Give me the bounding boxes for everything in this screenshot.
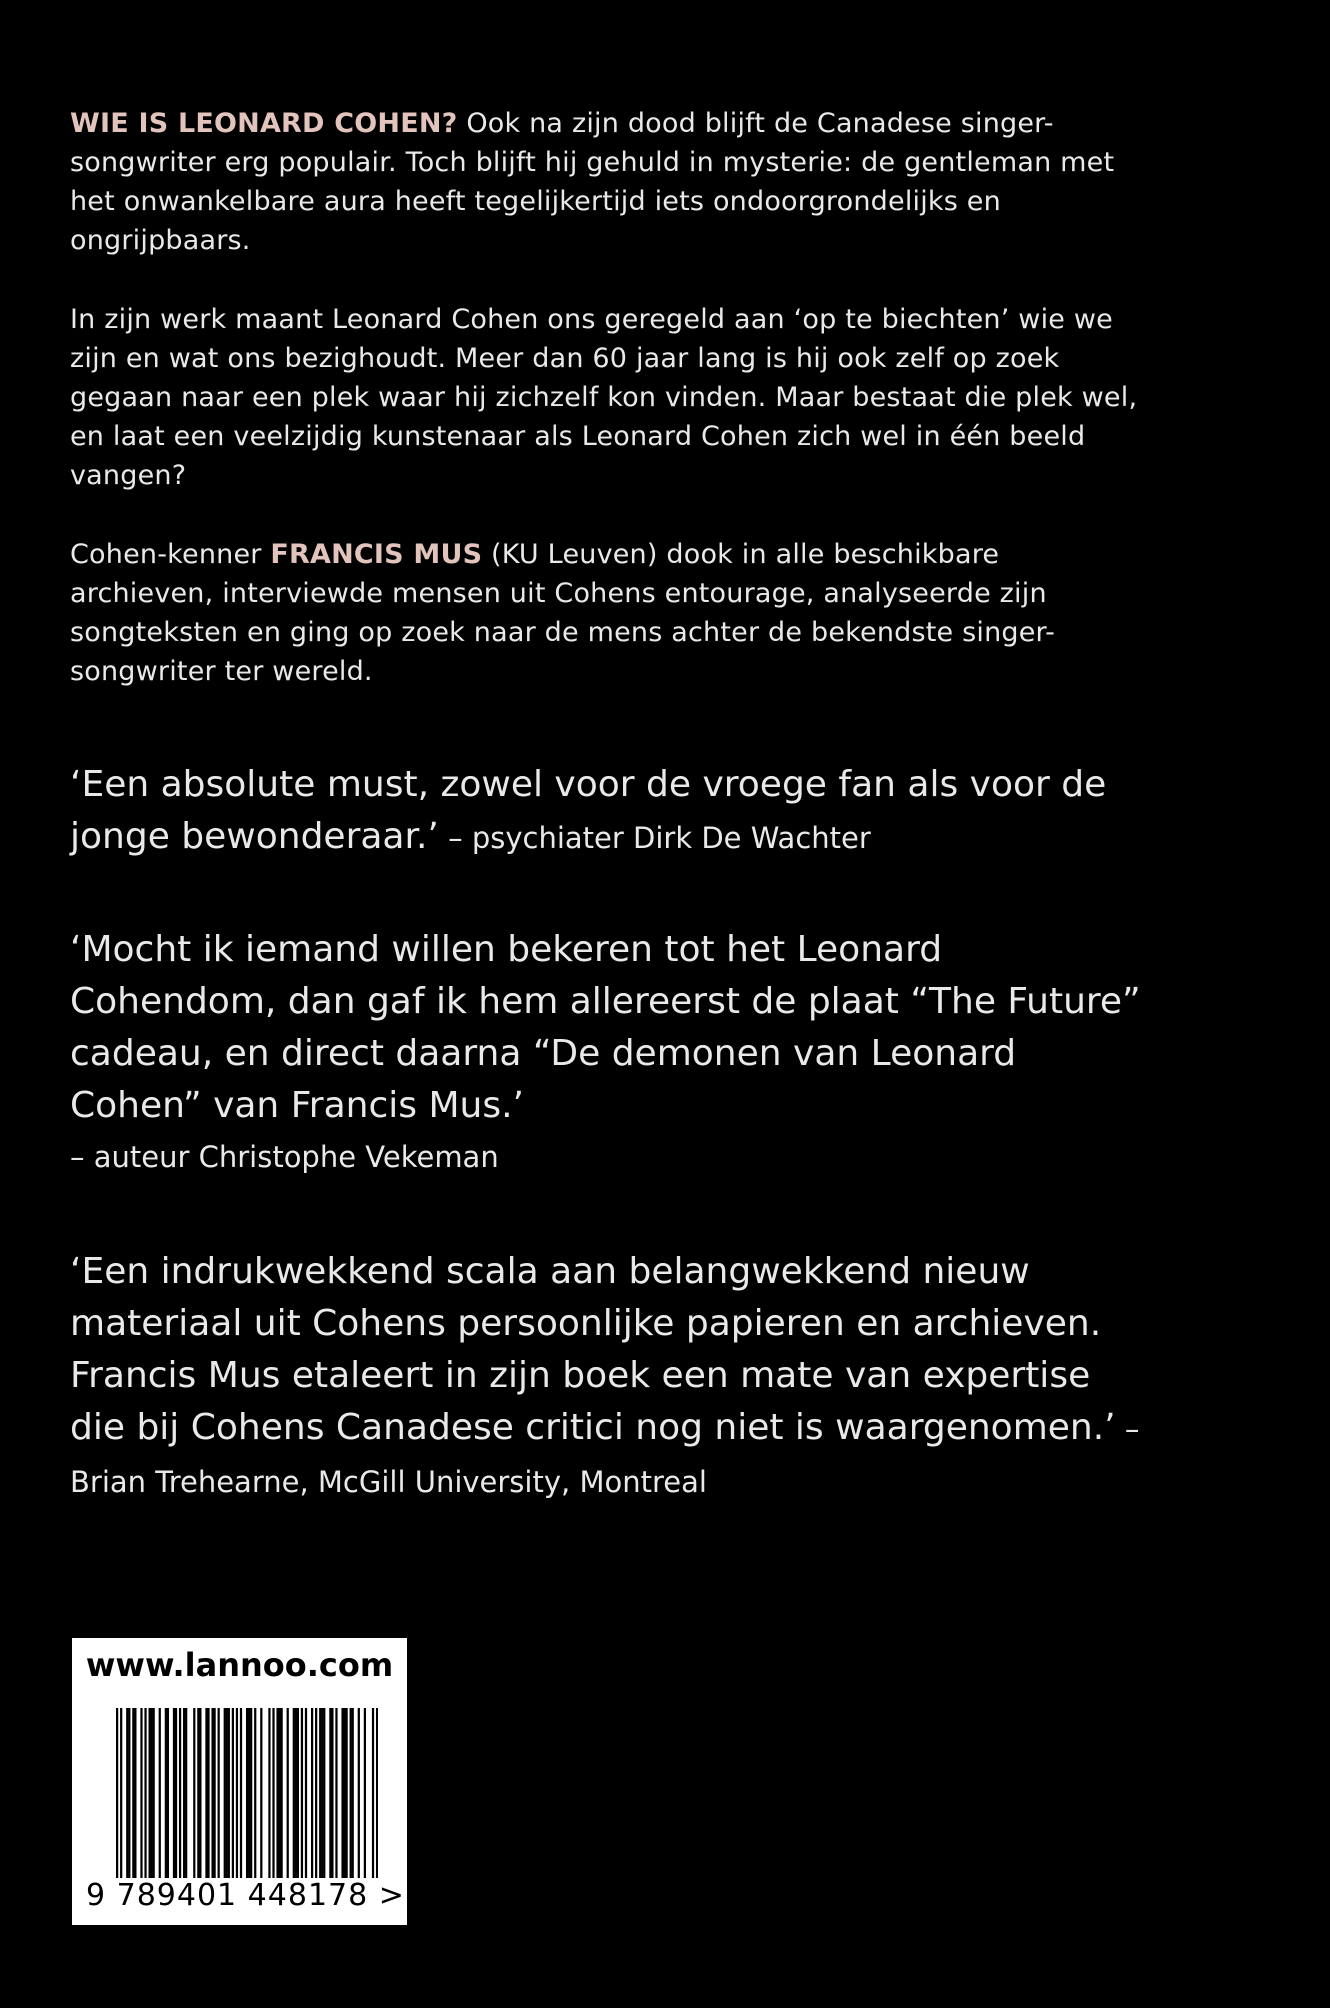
barcode-bar (240, 1708, 242, 1878)
barcode-bar (323, 1708, 325, 1878)
barcode-bar (346, 1708, 348, 1878)
barcode-bar (246, 1708, 248, 1878)
barcode-bar (281, 1708, 283, 1878)
book-description (70, 104, 1150, 691)
barcode-bar (159, 1708, 161, 1878)
barcode-bar (179, 1708, 181, 1878)
barcode-bars (116, 1708, 378, 1888)
barcode-bar (173, 1708, 175, 1878)
quote-text: ‘Een absolute must, zowel voor de vroege fan als voor de jonge bewonderaar.’ (70, 764, 1107, 857)
barcode-bar (315, 1708, 317, 1878)
isbn-number: 9 789401 448178 > (86, 1878, 405, 1913)
barcode-bar (335, 1708, 337, 1878)
quote-text: ‘Mocht ik iemand willen bekeren tot het Leonard Cohendom, dan gaf ik hem allereerst de plaat “The Future” cadeau, en direct daarna “De demonen van Leonard Cohen” van Francis Mus.’ (70, 929, 1141, 1126)
intro-paragraph-3-after: (KU Leuven) dook in alle beschikbare archieven, interviewde mensen uit Cohens entourage, analyseerde zijn songteksten en ging op zoek naar de mens achter de bekendste singer-songwriter ter wereld. (70, 539, 1056, 687)
barcode-bar (218, 1708, 220, 1878)
intro-paragraph-1 (70, 104, 1150, 260)
quote-attribution: – psychiater Dirk De Wachter (438, 821, 871, 855)
quote-attribution: – auteur Christophe Vekeman (70, 1140, 499, 1174)
barcode-bar (224, 1708, 226, 1878)
barcode-bar (372, 1708, 374, 1878)
barcode-bar (341, 1708, 343, 1878)
barcode-bar (352, 1708, 354, 1878)
barcode-bar (232, 1708, 234, 1878)
barcode-bar (272, 1708, 274, 1878)
barcode-bar (350, 1708, 352, 1878)
barcode-bar (358, 1708, 360, 1878)
headline-question: WIE IS LEONARD COHEN? (70, 108, 458, 139)
barcode-bar (236, 1708, 238, 1878)
barcode-bar (134, 1708, 136, 1878)
barcode-bar (126, 1708, 128, 1878)
barcode-bar (376, 1708, 378, 1878)
barcode-bar (268, 1708, 270, 1878)
barcode-bar (197, 1708, 199, 1878)
barcode-bar (149, 1708, 151, 1878)
barcode-bar (165, 1708, 167, 1878)
barcode-bar (278, 1708, 280, 1878)
barcode-bar (144, 1708, 146, 1878)
barcode-bar (293, 1708, 295, 1878)
barcode-bar (211, 1708, 213, 1878)
barcode-bar (175, 1708, 177, 1878)
barcode-bar (248, 1708, 250, 1878)
barcode-bar (167, 1708, 169, 1878)
barcode-bar (193, 1708, 195, 1878)
barcode-bar (311, 1708, 313, 1878)
barcode-bar (213, 1708, 215, 1878)
barcode-bar (305, 1708, 307, 1878)
barcode-bar (364, 1708, 366, 1878)
barcode-bar (295, 1708, 297, 1878)
intro-paragraph-2: In zijn werk maant Leonard Cohen ons geregeld aan ‘op te biechten’ wie we zijn en wat ons bezighoudt. Meer dan 60 jaar lang is hij ook zelf op zoek gegaan naar een plek waar hij zichzelf kon vinden. Maar bestaat die plek wel, en laat een veelzijdig kunstenaar als Leonard Cohen zich wel in één beeld vangen? (70, 304, 1138, 491)
intro-paragraph-1-text: Ook na zijn dood blijft de Canadese singer-songwriter erg populair. Toch blijft hij gehuld in mysterie: de gentleman met het onwankelbare aura heeft tegelijkertijd iets ondoorgrondelijks en ongrijpbaars. (70, 108, 1115, 256)
barcode-bar (205, 1708, 207, 1878)
barcode-bar (297, 1708, 299, 1878)
barcode-bar (120, 1708, 122, 1878)
publisher-website: www.lannoo.com (85, 1646, 394, 1684)
barcode-bar (287, 1708, 289, 1878)
barcode-bar (329, 1708, 331, 1878)
back-cover-text (70, 104, 1150, 1508)
review-quote (70, 1246, 1150, 1508)
barcode-bar (207, 1708, 209, 1878)
intro-paragraph-3 (70, 535, 1150, 691)
review-quotes (70, 759, 1150, 1508)
barcode-bar (226, 1708, 228, 1878)
barcode-bar (199, 1708, 201, 1878)
barcode-bar (153, 1708, 155, 1878)
barcode-bar (128, 1708, 130, 1878)
author-name: FRANCIS MUS (270, 539, 483, 570)
review-quote (70, 759, 1150, 864)
barcode-bar (319, 1708, 321, 1878)
barcode-bar (254, 1708, 256, 1878)
barcode-bar (276, 1708, 278, 1878)
barcode-bar (185, 1708, 187, 1878)
barcode-bar (260, 1708, 262, 1878)
barcode-bar (250, 1708, 252, 1878)
quote-text: ‘Een indrukwekkend scala aan belangwekkend nieuw materiaal uit Cohens persoonlijke papieren en archieven. Francis Mus etaleert in zijn boek een mate van expertise die bij Cohens Canadese critici nog niet is waargenomen.’ (70, 1251, 1116, 1448)
barcode-bar (343, 1708, 345, 1878)
review-quote (70, 924, 1150, 1180)
barcode-bar (331, 1708, 333, 1878)
barcode-bar (183, 1708, 185, 1878)
barcode-bar (321, 1708, 323, 1878)
barcode-bar (116, 1708, 118, 1878)
barcode-bar (140, 1708, 142, 1878)
barcode-bar (301, 1708, 303, 1878)
intro-paragraph-3-before: Cohen-kenner (70, 539, 271, 570)
barcode-bar (132, 1708, 134, 1878)
barcode-bar (228, 1708, 230, 1878)
barcode-bar (151, 1708, 153, 1878)
barcode-label (72, 1638, 407, 1925)
quote-attribution: – Brian Trehearne, McGill University, Montreal (70, 1412, 1140, 1499)
